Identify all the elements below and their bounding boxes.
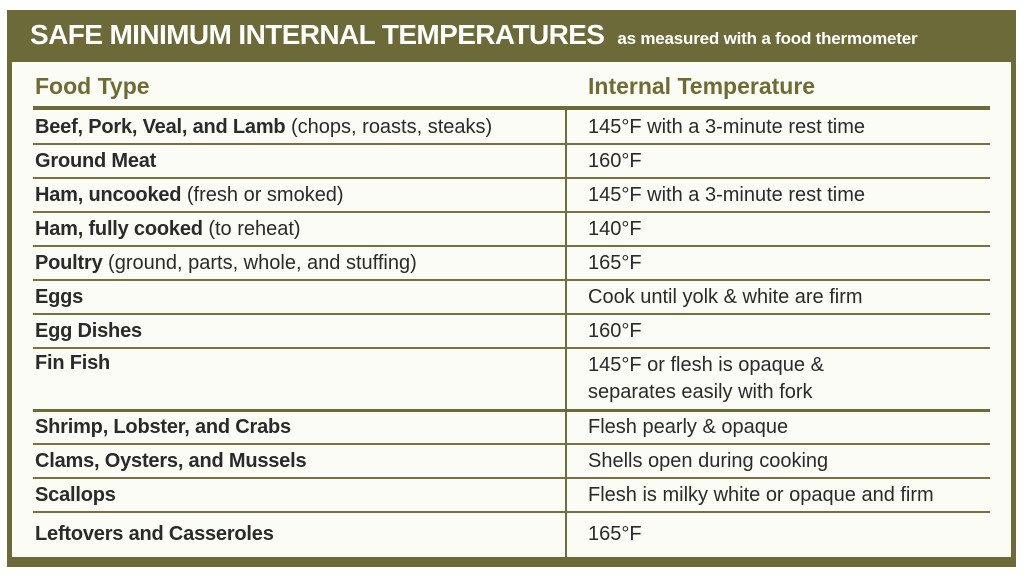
food-name: Shrimp, Lobster, and Crabs — [35, 415, 291, 438]
food-name: Ham, fully cooked — [35, 217, 203, 240]
temp-value-line-1: 145°F or flesh is opaque & — [588, 354, 824, 376]
temp-value: 140°F — [588, 217, 642, 240]
temp-value: Flesh is milky white or opaque and firm — [588, 483, 934, 506]
food-name: Eggs — [35, 285, 84, 308]
temp-cell — [565, 521, 1011, 548]
temp-cell — [565, 318, 1011, 345]
temp-value: 165°F — [588, 523, 642, 545]
food-cell — [12, 320, 565, 343]
temp-cell — [565, 148, 1011, 175]
temp-value: 160°F — [588, 149, 642, 172]
temp-value: 145°F with a 3-minute rest time — [588, 115, 865, 138]
food-name: Ground Meat — [35, 149, 157, 172]
page-title: SAFE MINIMUM INTERNAL TEMPERATURES — [30, 19, 605, 50]
title-band — [7, 10, 1016, 62]
food-cell — [12, 218, 565, 241]
column-header-internal-temperature: Internal Temperature — [588, 72, 816, 99]
table-row-leftovers-casseroles — [12, 512, 1011, 557]
food-cell — [12, 352, 565, 375]
table-row-ham-uncooked — [12, 178, 1011, 212]
page-subtitle: as measured with a food thermometer — [617, 29, 918, 48]
food-cell — [12, 523, 565, 546]
temp-cell — [565, 352, 1011, 406]
food-cell — [12, 184, 565, 207]
temp-cell — [565, 216, 1011, 243]
food-cell — [12, 416, 565, 439]
food-cell — [12, 450, 565, 473]
food-cell — [12, 484, 565, 507]
temp-value: 165°F — [588, 251, 642, 274]
temperature-chart-frame — [7, 10, 1016, 567]
temp-value-line-2: separates easily with fork — [588, 381, 813, 403]
food-cell — [12, 116, 565, 139]
temp-cell — [565, 114, 1011, 141]
food-cell — [12, 286, 565, 309]
table-row-eggs — [12, 280, 1011, 314]
food-name: Beef, Pork, Veal, and Lamb — [35, 115, 286, 138]
table-row-ground-meat — [12, 144, 1011, 178]
temp-cell — [565, 414, 1011, 441]
table-row-clams-oysters-mussels — [12, 444, 1011, 478]
temp-cell — [565, 182, 1011, 209]
table-row-poultry — [12, 246, 1011, 280]
food-qualifier: (to reheat) — [202, 217, 301, 240]
temp-value: Shells open during cooking — [588, 449, 829, 472]
temp-cell — [565, 284, 1011, 311]
food-qualifier: (ground, parts, whole, and stuffing) — [102, 251, 417, 274]
food-name: Clams, Oysters, and Mussels — [35, 449, 307, 472]
table-header-row — [12, 62, 1011, 110]
table-row-scallops — [12, 478, 1011, 512]
temp-cell — [565, 448, 1011, 475]
temp-cell — [565, 482, 1011, 509]
food-name: Egg Dishes — [35, 319, 142, 342]
food-qualifier: (fresh or smoked) — [181, 183, 344, 206]
table-row-beef-pork-veal-lamb — [12, 110, 1011, 144]
table-row-ham-fully-cooked — [12, 212, 1011, 246]
temp-value: 160°F — [588, 319, 642, 342]
food-name: Poultry — [35, 251, 103, 274]
food-name: Ham, uncooked — [35, 183, 182, 206]
column-header-food-type: Food Type — [35, 72, 150, 99]
table-body — [12, 110, 1011, 557]
table-row-egg-dishes — [12, 314, 1011, 348]
food-qualifier: (chops, roasts, steaks) — [285, 115, 493, 138]
food-cell — [12, 150, 565, 173]
temp-value: Flesh pearly & opaque — [588, 415, 789, 438]
table-row-shrimp-lobster-crabs — [12, 410, 1011, 444]
food-cell — [12, 252, 565, 275]
temp-cell — [565, 250, 1011, 277]
temp-value: 145°F with a 3-minute rest time — [588, 183, 865, 206]
food-name: Leftovers and Casseroles — [35, 523, 274, 545]
table-row-fin-fish — [12, 348, 1011, 410]
food-name: Scallops — [35, 483, 116, 506]
food-name: Fin Fish — [35, 352, 111, 374]
table — [12, 62, 1011, 557]
temp-value: Cook until yolk & white are firm — [588, 285, 863, 308]
